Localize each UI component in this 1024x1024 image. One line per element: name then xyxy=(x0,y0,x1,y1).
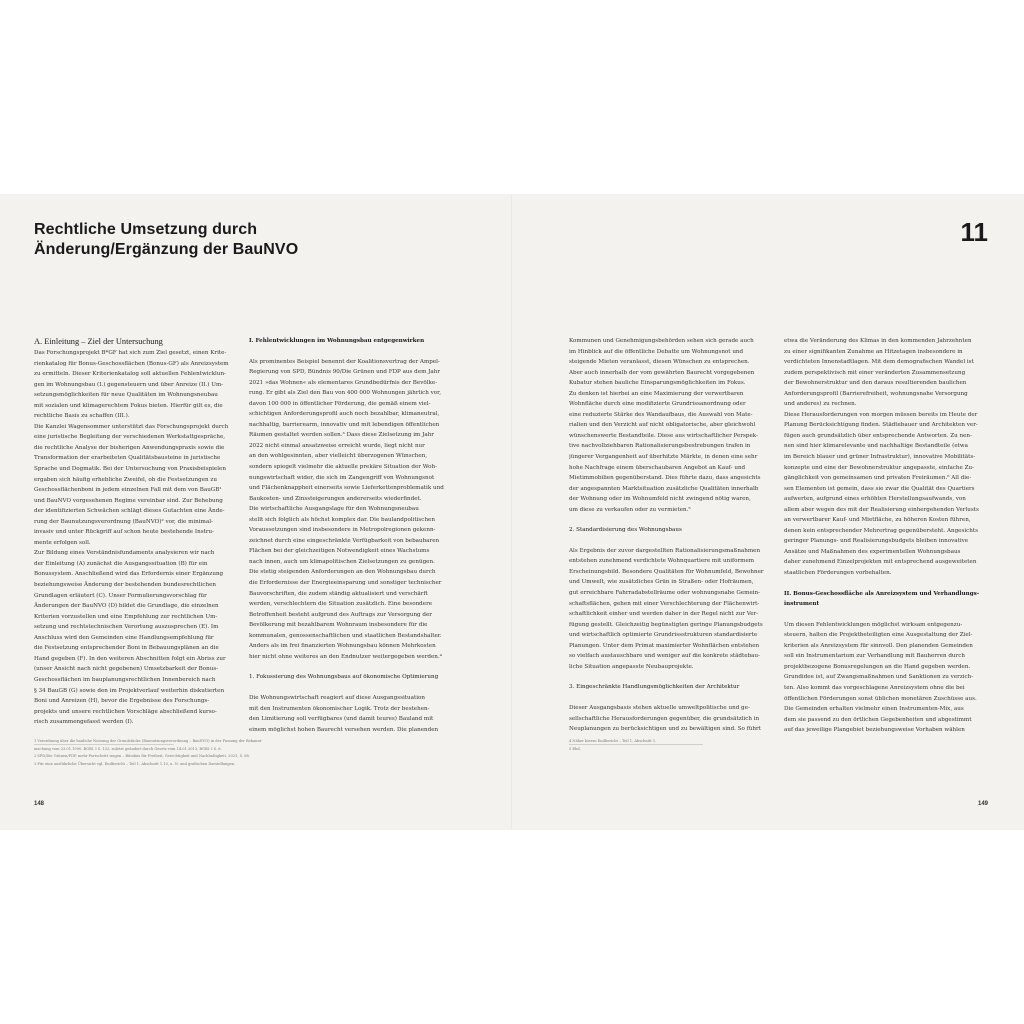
text-line: verdichteten Innenstadtlagen. Mit dem demografischen Wandel ist xyxy=(784,359,974,366)
text-line: Mietimmobilien gegenüberstand. Dies führte dazu, dass angesichts xyxy=(569,475,761,482)
text-line: beziehungsweise Änderung der bestehenden bundesrechtlichen xyxy=(34,582,217,589)
text-line: die rechtliche Analyse der bisherigen Anwendungspraxis sowie die xyxy=(34,444,225,451)
section-heading-ii-line-1: II. Bonus-Geschossfläche als Anreizsystem und Verhandlungs- xyxy=(784,590,980,597)
text-line: Das Forschungsprojekt B*GF hat sich zum Ziel gesetzt, einen Krite- xyxy=(34,350,227,356)
text-line: Zu denken ist hierbei an eine Maximierung der verwertbaren xyxy=(569,390,744,397)
text-line: davon 100 000 in öffentlicher Förderung, die gemäß einem viel- xyxy=(249,400,431,407)
text-column-2 xyxy=(249,336,455,735)
text-line: risch zusammengefasst werden (I). xyxy=(34,719,134,726)
text-line: gut erreichbare Fahrradabstellräume oder wohnungsnahe Gemein- xyxy=(569,590,761,597)
text-line: tive nachvollziehbaren Rationalisierungsbestrebungen trafen in xyxy=(569,443,751,450)
book-spread xyxy=(0,194,1024,830)
chapter-title xyxy=(34,220,298,260)
text-line: allem aber wegen des mit der Realisierung einhergehenden Verlusts xyxy=(784,506,979,513)
book-gutter xyxy=(511,194,513,830)
text-line: Transformation der erarbeiteten Qualitätsbausteine in juristische xyxy=(34,455,221,462)
text-line: und Umwelt, wie zusätzliches Grün in Straßen- oder Hofräumen, xyxy=(569,579,754,586)
text-line: hier nicht ohne weiteres an den Endnutzer weitergegeben werden.⁴ xyxy=(249,653,442,660)
text-line: der identifizierten Schwächen schlägt dieses Gutachten eine Ände- xyxy=(34,508,225,515)
text-line: werden, verschlechtern die Situation zusätzlich. Eine besondere xyxy=(249,601,433,608)
text-line: Als Ergebnis der zuvor dargestellten Rationalisierungsmaßnahmen xyxy=(569,547,761,554)
text-column-4 xyxy=(784,336,990,736)
section-heading-a: A. Einleitung – Ziel der Untersuchung xyxy=(34,337,163,346)
text-line: Bauvorschriften, die zudem ständig aktualisiert und verschärft xyxy=(249,590,428,597)
text-line: Betroffenheit besteht aufgrund des Auftrags zur Versorgung der xyxy=(249,611,432,618)
text-line: Die stetig steigenden Anforderungen an den Wohnungsbau durch xyxy=(249,569,436,576)
text-line: der Einleitung (A) zunächst die Ausgangssituation (B) für ein xyxy=(34,560,208,567)
text-line: jüngerer Vergangenheit auf überhitzte Märkte, in denen eine sehr xyxy=(569,454,758,461)
text-line: Neuplanungen zu berücksichtigen und zu bewältigen sind. So führt xyxy=(569,726,761,733)
text-line: Anforderungsprofil (Barrierefreiheit, wohnungsnahe Versorgung xyxy=(784,390,968,397)
text-line: Regierung von SPD, Bündnis 90/Die Grünen und FDP aus dem Jahr xyxy=(249,369,441,376)
footnote: 2 SPD/Die Grünen/FDP, mehr Fortschritt wagen – Bündnis für Freiheit, Gerechtigkeit und Nachhaltigkeit, 2021, S. 88. xyxy=(34,754,250,758)
text-line: steuern, halten die Projektbeteiligten eine Ausgestaltung der Ziel- xyxy=(784,632,973,639)
chapter-title-line-1: Rechtliche Umsetzung durch xyxy=(34,221,258,238)
text-line: Kommunen und Genehmigungsbehörden sehen sich gerade auch xyxy=(569,338,754,344)
text-line: schaftlichkeit einher und werden daher in der Regel nicht zur Ver- xyxy=(569,611,759,618)
text-line: Bevölkerung mit bezahlbarem Wohnraum insbesondere für die xyxy=(249,622,428,629)
text-line: im Hinblick auf die öffentliche Debatte um Wohnungsnot und xyxy=(569,348,744,355)
text-line: schichtigen Anforderungsprofil auch noch bezahlbar, klimaneutral, xyxy=(249,411,440,418)
text-line: Baukosten- und Zinssteigerungen andererseits wiederfindet. xyxy=(249,495,422,502)
text-line: Planung Berücksichtigung finden. Städtebauer und Architekten ver- xyxy=(784,422,978,429)
column-2-body-2 xyxy=(249,693,455,735)
text-line: eine reduzierte Stärke des Wandaufbaus, die Auswahl von Mate- xyxy=(569,411,753,418)
column-4-body-2 xyxy=(784,620,990,736)
text-line: Dieser Ausgangsbasis stehen aktuelle umweltpolitische und ge- xyxy=(569,704,750,711)
text-line: im Bereich blauer und grüner Infrastruktur), innovative Mobilitäts- xyxy=(784,454,976,461)
text-line: rung. Er gibt als Ziel den Bau von 400 000 Wohnungen jährlich vor, xyxy=(249,390,441,397)
text-line: 2021 »das Wohnen« als elementares Grundbedürfnis der Bevölke- xyxy=(249,379,438,386)
text-line: Sprache und Dogmatik. Bei der Untersuchung von Praxisbeispielen xyxy=(34,466,226,473)
text-line: Hand gegeben (F). In den weiteren Abschnitten folgt ein Abriss zur xyxy=(34,655,226,662)
text-line: rienkatalog für Bonus-Geschossflächen (Bonus-GF) als Anreizsystem xyxy=(34,360,229,367)
text-line: an den wohlgesinnten, aber vielleicht überzogenen Wünschen, xyxy=(249,453,428,460)
text-line: gen im Wohnungsbau (I.) gegensteuern und über Anreize (II.) Um- xyxy=(34,381,224,388)
text-line: mit sozialen und klimagerechtem Fokus bieten. Hierfür gilt es, die xyxy=(34,402,223,409)
text-line: Die Kanzlei Wagensommer unterstützt das Forschungsprojekt durch xyxy=(34,423,229,430)
text-line: den Limitierung soll verfügbares (und damit teures) Bauland mit xyxy=(249,716,434,723)
text-line: konzepte und eine der Bewohnerstruktur angepasste, einfache Zu- xyxy=(784,464,974,471)
text-line: zu einer signifikanten Zunahme an Hitzetagen insbesondere in xyxy=(784,348,963,355)
text-line: Änderungen der BauNVO (D) bildet die Grundlage, die einzelnen xyxy=(34,603,219,610)
text-line: rechtliche Basis zu schaffen (III.). xyxy=(34,413,130,420)
text-line: um diese zu verkaufen oder zu vermieten.⁵ xyxy=(569,506,691,513)
column-1-body xyxy=(34,348,240,728)
column-3-body-3 xyxy=(569,703,775,735)
text-line: Kubatur stehen bauliche Einsparungsmöglichkeiten im Fokus. xyxy=(569,380,746,387)
text-line: projektbezogene Bonusregelungen an die Hand gegeben werden. xyxy=(784,663,971,670)
footnote: 3 Für eine ausführliche Übersicht vgl. Endbericht – Teil 1, Abschnitt 1.10, u. N. und grafischen Darstellungen. xyxy=(34,761,236,766)
text-line: entstehen zunehmend verdichtete Wohnquartiere mit uniformem xyxy=(569,558,755,565)
text-line: Grundidee ist, auf Zwangsmaßnahmen und Sanktionen zu verzich- xyxy=(784,674,974,681)
text-line: Planungen. Unter dem Primat maximierter Wohnflächen entstehen xyxy=(569,642,760,649)
subsection-heading-3: 3. Eingeschränkte Handlungsmöglichkeiten der Architektur xyxy=(569,684,740,691)
text-line: Erscheinungsbild. Besondere Qualitäten für Wohnumfeld, Bewohner xyxy=(569,568,764,575)
section-heading-ii-line-2: instrument xyxy=(784,601,820,608)
text-line: Kriterien vorzustellen und eine Empfehlung zur rechtlichen Um- xyxy=(34,613,218,620)
column-2-body-1 xyxy=(249,357,455,663)
footnotes-left xyxy=(34,738,364,768)
text-line: schaftsflächen, gehen mit einer Verschlechterung der Flächenwirt- xyxy=(569,600,760,607)
text-line: Bonussystem. Anschließend wird das Erfordernis einer Ergänzung xyxy=(34,571,224,578)
text-line: dem sie passend zu den örtlichen Gegebenheiten und abgestimmt xyxy=(784,716,972,723)
text-line: sen Elementen ist gemein, dass sie zwar die Qualität des Quartiers xyxy=(784,485,975,492)
subsection-heading-2: 2. Standardisierung des Wohnungsbaus xyxy=(569,527,682,534)
text-line: nen sind hier klimarelevante und nachhaltige Bestandteile (etwa xyxy=(784,443,969,450)
text-line: Die Gemeinden erhalten vielmehr einen Instrumenten-Mix, aus xyxy=(784,706,964,713)
text-line: auf das jeweilige Plangebiet beziehungsweise Vorhaben wählen xyxy=(784,727,965,734)
text-line: mente erfolgen soll. xyxy=(34,539,91,546)
text-line: 2022 nicht einmal ansatzweise erreicht wurde, liegt nicht nur xyxy=(249,442,425,449)
text-line: Geschossflächen im bauplanungsrechtlichen Innenbereich nach xyxy=(34,676,216,683)
text-line: die Erfordernisse der Energieeinsparung und sonstiger technischer xyxy=(249,580,442,587)
text-line: an verwertbarer Kauf- und Mietfläche, zu höheren Kosten führen, xyxy=(784,517,971,524)
text-line: Voraussetzungen sind insbesondere in Metropolregionen gekenn- xyxy=(249,527,436,534)
text-line: Räumen gestaltet werden sollen.³ Dass diese Zielsetzung im Jahr xyxy=(249,432,434,439)
text-line: und Flächenknappheit einerseits sowie Lieferkettenproblematik und xyxy=(249,485,444,492)
text-line: invasiv und unter Rückgriff auf schon heute bestehende Instru- xyxy=(34,529,214,536)
text-line: staatlichen Förderungen vorbehalten. xyxy=(784,570,892,577)
text-line: setzung und rechtstechnischen Verortung auszusprechen (E). Im xyxy=(34,624,219,631)
text-line: steigende Mieten veranlasst, diesen Wünschen zu entsprechen. xyxy=(569,359,750,366)
footnote: 4 Näher hierzu Endbericht – Teil 1, Abschnitt 1. xyxy=(569,739,657,743)
text-column-1 xyxy=(34,336,240,728)
text-line: rialien und den Verzicht auf nicht obligatorische, aber gleichwohl xyxy=(569,422,756,429)
text-line: und anderes) zu rechnen. xyxy=(784,401,857,408)
text-line: eine juristische Begleitung der verschiedenen Werkstattgespräche, xyxy=(34,434,226,441)
text-line: etwa die Veränderung des Klimas in den kommenden Jahrzehnten xyxy=(784,338,972,344)
text-column-3 xyxy=(569,336,775,735)
text-line: Zur Bildung eines Verständnisfundaments analysieren wir nach xyxy=(34,550,215,557)
text-line: Geschossflächenboni in jedem einzelnen Fall mit dem von BauGB¹ xyxy=(34,487,222,494)
text-line: Diese Herausforderungen von morgen müssen bereits im Heute der xyxy=(784,411,978,418)
text-line: Boni und Anreizen (H), bevor die Ergebnisse des Forschungs- xyxy=(34,698,210,705)
text-line: einem möglichst hohen Baurecht versehen werden. Die planenden xyxy=(249,726,439,733)
text-line: Aber auch innerhalb der vom gewährten Baurecht vorgegebenen xyxy=(569,369,755,376)
text-line: soll ein Instrumentarium zur Verhandlung mit Bauherren durch xyxy=(784,653,965,660)
text-line: zeichnet durch eine eingeschränkte Verfügbarkeit von bebaubaren xyxy=(249,537,440,544)
text-line: zu ermitteln. Dieser Kriterienkatalog soll aktuellen Fehlentwicklun- xyxy=(34,371,226,378)
text-line: Um diesen Fehlentwicklungen möglichst wirksam entgegenzu- xyxy=(784,621,963,628)
text-line: (unser Ansicht nach nicht gegebenen) Umsetzbarkeit der Bonus- xyxy=(34,666,219,673)
text-line: kommunalen, genossenschaftlichen und staatlichen Bestandshalter. xyxy=(249,632,442,639)
text-line: Anschluss wird den Gemeinden eine Handlungsempfehlung für xyxy=(34,634,214,641)
column-3-body-1 xyxy=(569,336,775,515)
text-line: sellschaftliche Herausforderungen gegenüber, die grundsätzlich in xyxy=(569,715,760,722)
text-line: gänglichkeit von gemeinsamen und privaten Freiräumen.⁶ All die- xyxy=(784,475,972,482)
text-line: § 34 BauGB (G) sowie den im Projektverlauf weiterhin diskutierten xyxy=(34,687,225,694)
text-line: ergaben sich häufig erhebliche Zweifel, ob die Festsetzungen zu xyxy=(34,476,217,483)
text-line: der Bewohnerstruktur und den daraus resultierenden baulichen xyxy=(784,380,967,387)
text-line: wünschenswerte Bestandteile. Diese aus wirtschaftlicher Perspek- xyxy=(569,432,758,439)
column-3-body-2 xyxy=(569,546,775,673)
text-line: Anders als im frei finanzierten Wohnungsbau können Mehrkosten xyxy=(249,643,436,650)
text-line: nach innen, auch um klimapolitischen Zielsetzungen zu genügen. xyxy=(249,558,435,565)
text-line: rung der Baunutzungsverordnung (BauNVO)² vor, die minimal- xyxy=(34,518,213,525)
text-line: hohe Nachfrage einem überschaubaren Angebot an Kauf- und xyxy=(569,464,746,471)
text-line: sondern spiegelt vielmehr die aktuelle prekäre Situation der Woh- xyxy=(249,464,437,471)
text-line: Grundlagen erläutert (C). Unser Formulierungsvorschlag für xyxy=(34,592,207,599)
text-line: liche Situation angepasste Neubauprojekte. xyxy=(569,663,694,670)
chapter-title-line-2: Änderung/Ergänzung der BauNVO xyxy=(34,241,299,258)
text-line: zudem perspektivisch mit einer veränderten Zusammensetzung xyxy=(784,369,966,376)
text-line: ten. Also kommt das vorgeschlagene Anreizsystem ohne die bei xyxy=(784,684,965,691)
footnote: 5 Ebd. xyxy=(569,746,581,751)
text-line: Ansätze und Maßnahmen des experimentellen Wohnungsbaus xyxy=(784,548,961,555)
footnote: 1 Verordnung über die bauliche Nutzung der Grundstücke (Baunutzungsverordnung – BauNVO) in der Fassung der Bekannt- xyxy=(34,739,263,743)
text-line: nachhaltig, barrierearm, innovativ und mit lebendigen öffentlichen xyxy=(249,421,440,428)
page-number-right: 149 xyxy=(977,801,988,807)
text-line: Die wirtschaftliche Ausgangslage für den Wohnungsneubau xyxy=(249,506,419,513)
text-line: öffentlichen Förderungen sonst üblichen monetären Zuschüsse aus. xyxy=(784,695,977,702)
section-heading-ii xyxy=(784,589,990,610)
text-line: geringer Planungs- und Realisierungsbudgets bleiben innovative xyxy=(784,538,969,545)
footnotes-right xyxy=(569,738,729,753)
column-4-body-1 xyxy=(784,336,990,579)
text-line: der Wohnung oder im Wohnumfeld nicht zwingend nötig waren, xyxy=(569,496,751,503)
text-line: Als prominentes Beispiel benennt der Koalitionsvertrag der Ampel- xyxy=(249,358,440,365)
subsection-heading-1: 1. Fokussierung des Wohnungsbaus auf ökonomische Optimierung xyxy=(249,674,439,681)
text-line: Die Wohnungswirtschaft reagiert auf diese Ausgangssituation xyxy=(249,694,425,701)
section-heading-i: I. Fehlentwicklungen im Wohnungsbau entgegenwirken xyxy=(249,338,425,344)
text-line: mit den Instrumenten ökonomischer Logik. Trotz der bestehen- xyxy=(249,705,430,712)
text-line: projekts und unsere rechtlichen Vorschläge abschließend kurso- xyxy=(34,708,217,715)
chapter-number: 11 xyxy=(960,217,988,247)
text-line: Flächen bei der gleichzeitigen Notwendigkeit eines Wachstums xyxy=(249,548,430,555)
text-line: fügung gestellt. Gleichzeitig begünstigten geringe Planungsbudgets xyxy=(569,621,763,628)
text-line: denen kein entsprechender Mehrertrag gegenübersteht. Angesichts xyxy=(784,527,978,534)
text-line: setzungsmöglichkeiten für neue Qualitäten im Wohnungsneubau xyxy=(34,392,218,399)
footnote: machung vom 23.01.1990, BGBl. I S. 132, zuletzt geändert durch Gesetz vom 14.01.2013, BGBl. I S. 6. xyxy=(34,746,222,751)
text-line: so vielfach austauschbare und weniger auf die konkrete städtebau- xyxy=(569,653,760,660)
text-line: nungswirtschaft wider, die sich im Zangengriff von Wohnungsnot xyxy=(249,474,435,481)
text-line: aufwerten, aufgrund eines erhöhten Herstellungsaufwands, von xyxy=(784,496,966,503)
text-line: daher zunehmend Einzelprojekten mit entsprechend ausgeweiteten xyxy=(784,559,977,566)
text-line: und BauNVO vorgesehenen Regime vereinbar sind. Zur Behebung xyxy=(34,497,223,504)
page-number-left: 148 xyxy=(34,801,45,807)
text-line: der angespannten Marktsituation zusätzliche Qualitäten innerhalb xyxy=(569,485,759,492)
text-line: stellt sich folglich als höchst komplex dar. Die baulandpolitischen xyxy=(249,516,435,523)
text-line: Wohnfläche durch eine modifizierte Grundrissanordnung oder xyxy=(569,401,746,408)
text-line: fügen auch grundsätzlich über entsprechende Antworten. Zu nen- xyxy=(784,432,972,439)
text-line: und wirtschaftlich optimierte Grundrissstrukturen standardisierte xyxy=(569,632,758,639)
text-line: kriterien als Anreizsystem für sinnvoll. Den planenden Gemeinden xyxy=(784,642,973,649)
text-line: die Festsetzung entsprechender Boni in Bebauungsplänen an die xyxy=(34,645,219,652)
